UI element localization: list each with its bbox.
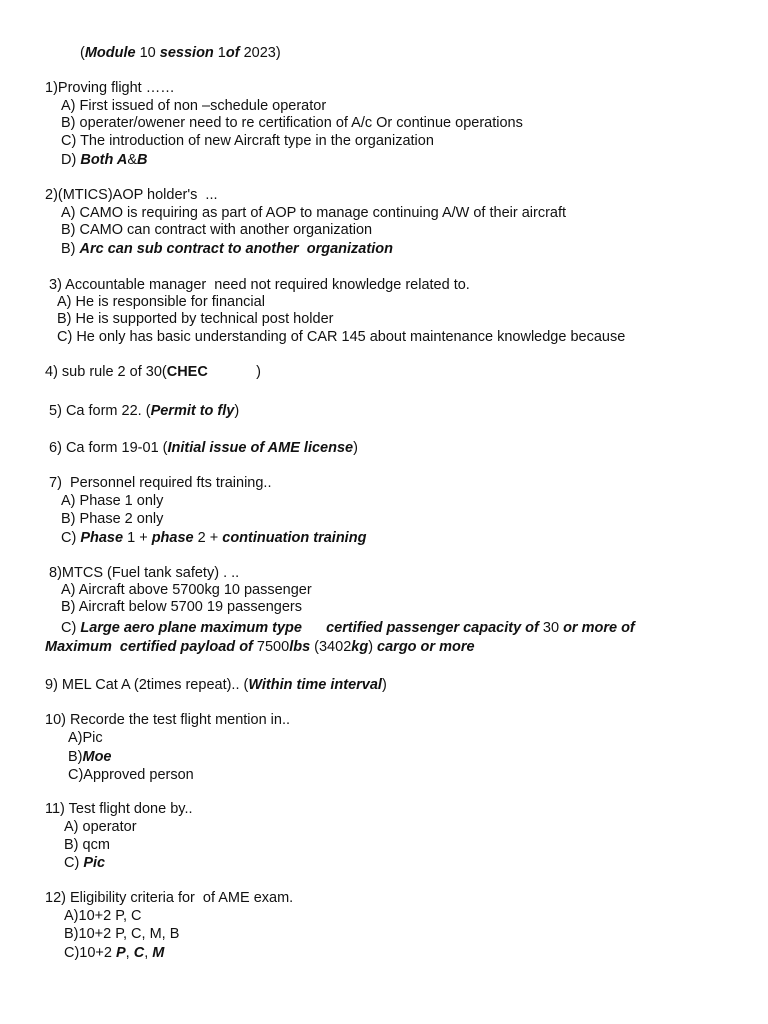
q10-b-prefix: B) (68, 749, 83, 765)
q9-prefix: 9) MEL Cat A (2times repeat).. ( (45, 677, 249, 693)
q9-line (45, 676, 387, 694)
title-paren: ( (80, 45, 85, 61)
q9-answer: Within time interval (248, 677, 382, 693)
q8-c-text2: or more of (563, 620, 635, 636)
q7-c-n1: 1 + (123, 530, 152, 546)
q7-option-b: B) Phase 2 only (61, 511, 164, 527)
title-session: session (159, 45, 214, 61)
q11-c-prefix: C) (64, 855, 84, 871)
q1-option-c: C) The introduction of new Aircraft type in the organization (61, 133, 434, 149)
q12-option-a: A)10+2 P, C (64, 908, 142, 924)
q2-b2-prefix: B) (61, 241, 80, 257)
q1-option-b: B) operater/owener need to re certification of A/c Or continue operations (61, 115, 523, 131)
q7-stem: 7) Personnel required fts training.. (45, 475, 272, 491)
q11-option-c (64, 854, 105, 872)
q4-line (45, 363, 261, 381)
q8-option-b: B) Aircraft below 5700 19 passengers (61, 599, 302, 615)
q8-c2-close: ) (368, 639, 378, 655)
q2-stem: 2)(MTICS)AOP holder's ... (45, 187, 218, 203)
q12-c-sep1: , (125, 945, 134, 961)
q12-c-m: M (152, 945, 165, 961)
q6-answer: Initial issue of AME license (167, 440, 354, 456)
q9-suffix: ) (381, 677, 387, 693)
q2-b2-answer: Arc can sub contract to another organization (79, 241, 393, 257)
q11-c-answer: Pic (83, 855, 106, 871)
q10-option-a: A)Pic (68, 730, 103, 746)
q5-answer: Permit to fly (150, 403, 235, 419)
q12-c-p: P (116, 945, 126, 961)
q1-d-amp: & (127, 152, 137, 168)
q12-c-prefix: C)10+2 (64, 945, 116, 961)
q10-stem: 10) Recorde the test flight mention in.. (45, 712, 291, 728)
q2-option-b: B) CAMO can contract with another organization (61, 222, 373, 238)
q8-option-c (61, 619, 635, 637)
q1-d-b: B (137, 152, 148, 168)
q10-option-b (68, 748, 112, 766)
q8-c-text1: Large aero plane maximum type certified passenger capacity of (80, 620, 539, 636)
q12-c-c: C (133, 945, 145, 961)
q6-suffix: ) (353, 440, 358, 456)
q7-c-phase2: phase (151, 530, 194, 546)
q8-stem: 8)MTCS (Fuel tank safety) . .. (45, 565, 240, 581)
q8-c2-lbs: lbs (289, 639, 311, 655)
q1-d-answer: Both A (80, 152, 128, 168)
q12-stem: 12) Eligibility criteria for of AME exam. (45, 890, 294, 906)
q5-suffix: ) (234, 403, 240, 419)
q7-option-a: A) Phase 1 only (61, 493, 164, 509)
q3-option-c: C) He only has basic understanding of CAR 145 about maintenance knowledge because (57, 329, 626, 345)
q3-stem: 3) Accountable manager need not required knowledge related to. (45, 277, 470, 293)
q3-option-b: B) He is supported by technical post holder (57, 311, 334, 327)
q1-option-a: A) First issued of non –schedule operator (61, 98, 327, 114)
q11-stem: 11) Test flight done by.. (45, 801, 193, 817)
q2-option-b2 (61, 240, 393, 258)
q8-option-c-continued (45, 638, 475, 656)
q8-c2-text2: cargo or more (377, 639, 475, 655)
q7-c-continuation: continuation training (222, 530, 367, 546)
q11-option-b: B) qcm (64, 837, 110, 853)
q10-option-c: C)Approved person (68, 767, 194, 783)
q3-option-a: A) He is responsible for financial (57, 294, 265, 310)
page-title (80, 44, 281, 62)
q8-option-a: A) Aircraft above 5700kg 10 passenger (61, 582, 312, 598)
q10-b-answer: Moe (82, 749, 112, 765)
q7-c-n2: 2 + (193, 530, 223, 546)
q6-prefix: 6) Ca form 19-01 ( (45, 440, 168, 456)
q12-option-b: B)10+2 P, C, M, B (64, 926, 180, 942)
q2-option-a: A) CAMO is requiring as part of AOP to manage continuing A/W of their aircraft (61, 205, 567, 221)
q7-c-prefix: C) (61, 530, 81, 546)
q8-c-prefix: C) (61, 620, 81, 636)
q12-option-c (64, 944, 164, 962)
q8-c2-payload: 7500 (252, 639, 290, 655)
q8-c2-paren: (3402 (310, 639, 352, 655)
q12-c-sep2: , (144, 945, 153, 961)
title-session-number: 1 (213, 45, 226, 61)
title-module: Module (84, 45, 136, 61)
q1-d-prefix: D) (61, 152, 81, 168)
q8-c2-text1: Maximum certified payload of (45, 639, 253, 655)
q4-bold: CHEC (166, 364, 208, 380)
q1-option-d (61, 151, 147, 169)
q4-suffix: ) (207, 364, 261, 380)
q7-c-phase1: Phase (80, 530, 124, 546)
q6-line (45, 439, 358, 457)
q7-option-c (61, 529, 366, 547)
title-of: of (225, 45, 240, 61)
title-module-number: 10 (135, 45, 160, 61)
q8-c-number: 30 (538, 620, 564, 636)
q8-c2-kg: kg (351, 639, 369, 655)
q5-prefix: 5) Ca form 22. ( (45, 403, 151, 419)
q11-option-a: A) operator (64, 819, 137, 835)
q1-stem: 1)Proving flight …… (45, 80, 175, 96)
q4-prefix: 4) sub rule 2 of 30( (45, 364, 167, 380)
title-year: 2023) (239, 45, 281, 61)
q5-line (45, 402, 239, 420)
